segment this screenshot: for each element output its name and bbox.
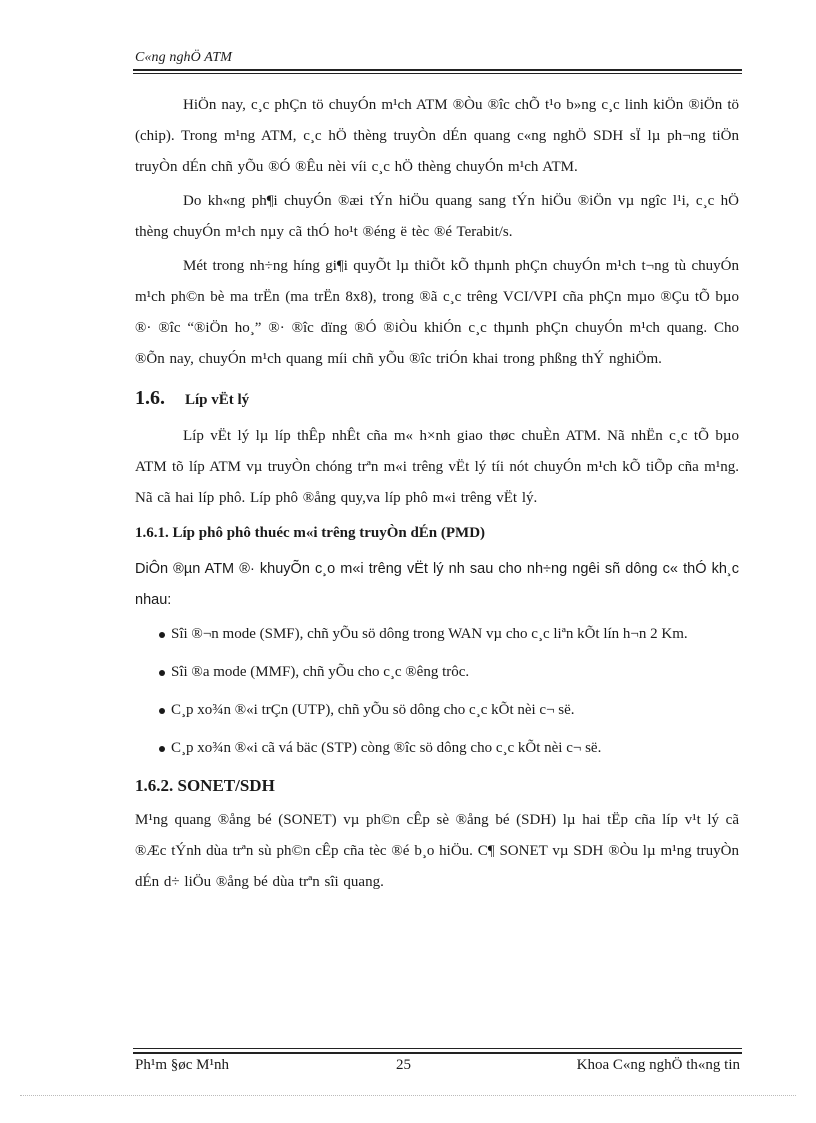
paragraph-atm-chips: HiÖn nay, c¸c phÇn tö chuyÓn m¹ch ATM ®Òu ®îc chÕ t¹o b»ng c¸c linh kiÖn ®iÖn tö (chip). Trong m¹ng ATM, c¸c hÖ thèng truyÒn dÉn quang c«ng nghÖ SDH sÏ lµ ph¬ng tiÖn truyÒn dÉn chñ yÕu ®Ó ®Êu nèi víi c¸c hÖ thèng chuyÓn m¹ch ATM. — [135, 97, 739, 175]
paragraph-physical-layer: Líp vËt lý lµ líp thÊp nhÊt cña m« h×nh giao thøc chuÈn ATM. Nã nhËn c¸c tÕ bµo ATM tõ líp ATM vµ truyÒn chóng trªn m«i trêng vËt lý tíi nót chuyÓn m¹ch kÕ tiÕp cña m¹ng. Nã cã hai líp phô. Líp phô ®ång quy,va líp phô m«i trêng vËt lý. — [135, 428, 739, 506]
list-item: Sîi ®a mode (MMF), chñ yÕu cho c¸c ®êng trôc. — [135, 657, 739, 688]
page-body — [135, 90, 739, 901]
footer-rule-thick — [133, 1052, 742, 1054]
bullet-icon — [159, 746, 165, 752]
bullet-icon — [159, 632, 165, 638]
footer-rule-thin — [133, 1048, 742, 1049]
paragraph-sonet-sdh: M¹ng quang ®ång bé (SONET) vµ ph©n cÊp sè ®ång bé (SDH) lµ hai tËp cña líp v¹t lý cã ®Æc tÝnh dùa trªn sù ph©n cÊp cña tèc ®é b¸o hiÖu. C¶ SONET vµ SDH ®Òu lµ m¹ng truyÒn dÉn d÷ liÖu ®ång bé dùa trªn sîi quang. — [135, 812, 739, 890]
section-title: Líp vËt lý — [185, 392, 250, 408]
header-rule-thin — [133, 73, 742, 74]
paragraph-terabit: Do kh«ng ph¶i chuyÓn ®æi tÝn hiÖu quang sang tÝn hiÖu ®iÖn vµ ngîc l¹i, c¸c hÖ thèng chuyÓn m¹ch nµy cã thÓ ho¹t ®éng ë tèc ®é Terabit/s. — [135, 193, 739, 240]
header-rule-thick — [133, 69, 742, 71]
page-edge-dotted-line — [20, 1095, 796, 1096]
subsection-heading-1-6-2: 1.6.2. SONET/SDH — [135, 776, 275, 795]
list-item: C¸p xo¾n ®«i cã vá bäc (STP) còng ®îc sö dông cho c¸c kÕt nèi c¬ së. — [135, 733, 739, 764]
paragraph-atm-forum: DiÔn ®µn ATM ®· khuyÕn c¸o m«i trêng vËt lý nh sau cho nh÷ng ngêi sñ dông c« thÓ kh¸c nhau: — [135, 561, 739, 608]
footer-author: Ph¹m §øc M¹nh — [135, 1057, 229, 1073]
paragraph-matrix-switch: Mét trong nh÷ng híng gi¶i quyÕt lµ thiÕt kÕ thµnh phÇn chuyÓn m¹ch t¬ng tù chuyÓn m¹ch ph©n bè ma trËn (ma trËn 8x8), trong ®ã c¸c trêng VCI/VPI cña phÇn mµo ®Çu tÕ bµo ®· ®îc “®iÖn ho¸” ®· ®îc dïng ®Ó ®iÒu khiÓn c¸c thµnh phÇn chuyÓn m¹ch quang. Cho ®Õn nay, chuyÓn m¹ch quang míi chñ yÕu ®îc triÓn khai trong phßng thÝ nghiÖm. — [135, 258, 739, 367]
subsection-heading-1-6-1: 1.6.1. Líp phô phô thuéc m«i trêng truyÒn dÉn (PMD) — [135, 525, 486, 541]
section-number: 1.6. — [135, 387, 165, 409]
medium-list — [135, 619, 739, 764]
footer-page-number: 25 — [396, 1057, 411, 1073]
bullet-icon — [159, 670, 165, 676]
section-heading-1-6 — [135, 383, 739, 415]
bullet-icon — [159, 708, 165, 714]
list-item: C¸p xo¾n ®«i trÇn (UTP), chñ yÕu sö dông cho c¸c kÕt nèi c¬ së. — [135, 695, 739, 726]
list-item: Sîi ®¬n mode (SMF), chñ yÕu sö dông trong WAN vµ cho c¸c liªn kÕt lín h¬n 2 Km. — [135, 619, 739, 650]
footer-faculty: Khoa C«ng nghÖ th«ng tin — [576, 1057, 740, 1073]
running-header: C«ng nghÖ ATM — [135, 50, 232, 65]
